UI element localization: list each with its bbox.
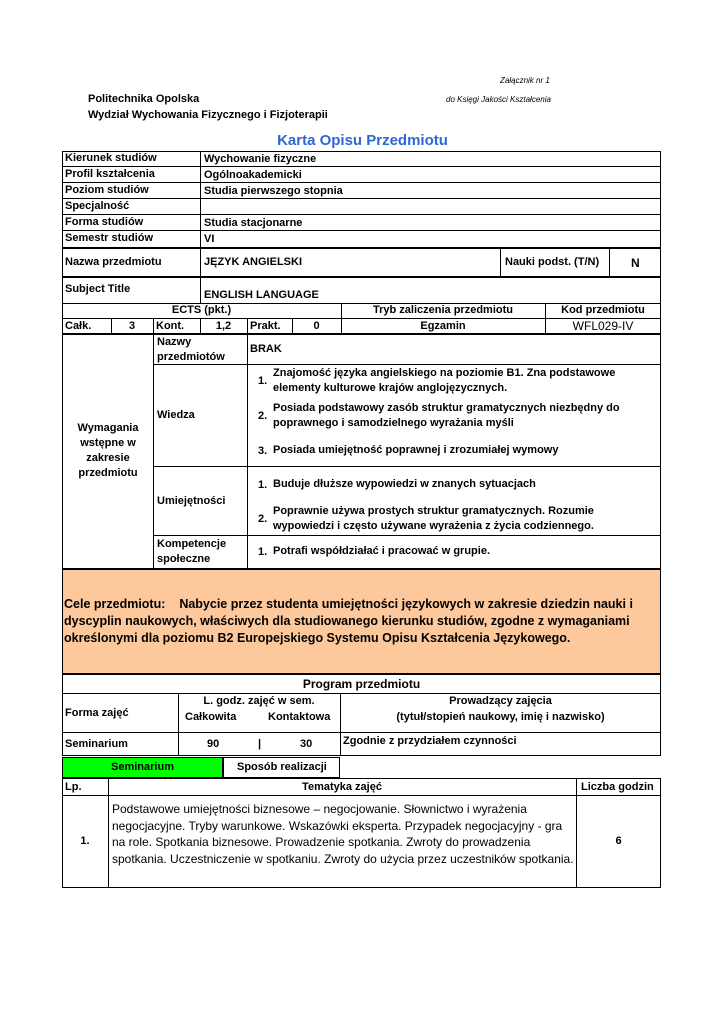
calkowita-header: Całkowita bbox=[185, 711, 237, 723]
kont-label: Kont. bbox=[156, 320, 185, 332]
annex-label: Załącznik nr 1 bbox=[500, 76, 550, 85]
wiedza-num-2: 2. bbox=[258, 410, 268, 422]
calk-label: Całk. bbox=[65, 320, 92, 332]
kod-value: WFL029-IV bbox=[572, 319, 634, 333]
wiedza-label: Wiedza bbox=[157, 409, 195, 421]
subject-title-row bbox=[62, 277, 661, 304]
wiedza-item-1: Znajomość języka angielskiego na poziomie B1. Zna podstawowe elementy kulturowe krajów anglojęzycznych. bbox=[273, 367, 616, 394]
lp-header: Lp. bbox=[65, 781, 82, 793]
program-title: Program przedmiotu bbox=[302, 677, 421, 691]
annex-sub: do Księgi Jakości Kształcenia bbox=[446, 95, 551, 104]
ects-header: ECTS (pkt.) bbox=[171, 304, 232, 316]
subject-name-value: JĘZYK ANGIELSKI bbox=[204, 256, 302, 268]
komp-label: Kompetencje społeczne bbox=[157, 538, 227, 565]
info-value-kierunek: Wychowanie fizyczne bbox=[204, 153, 317, 165]
wiedza-num-1: 1. bbox=[258, 375, 268, 387]
nazwy-value: BRAK bbox=[250, 343, 282, 355]
wiedza-item-2: Posiada podstawowy zasób struktur gramatycznych niezbędny do poprawnego i samodzielnego wyrażania myśli bbox=[273, 402, 620, 429]
nazwy-label: Nazwy przedmiotów bbox=[157, 336, 225, 363]
goals-text-block bbox=[64, 596, 658, 647]
umiej-label: Umiejętności bbox=[157, 495, 226, 507]
program-row-sep: | bbox=[258, 738, 262, 750]
subject-title-value: ENGLISH LANGUAGE bbox=[204, 289, 319, 301]
prow-header: Prowadzący zajęcia bbox=[449, 695, 552, 707]
umiej-item-1: Buduje dłuższe wypowiedzi w znanych sytuacjach bbox=[273, 478, 536, 490]
komp-item-1: Potrafi współdziałać i pracować w grupie. bbox=[273, 545, 490, 557]
topic-hours: 6 bbox=[615, 835, 622, 847]
info-label-semestr: Semestr studiów bbox=[65, 232, 154, 244]
prow-sub-header: (tytuł/stopień naukowy, imię i nazwisko) bbox=[396, 711, 605, 723]
forma-header: Forma zajęć bbox=[65, 707, 129, 719]
info-label-poziom: Poziom studiów bbox=[65, 184, 149, 196]
kod-header: Kod przedmiotu bbox=[561, 304, 645, 316]
kont-value: 1,2 bbox=[215, 320, 232, 332]
wiedza-item-3: Posiada umiejętność poprawnej i zrozumiałej wymowy bbox=[273, 444, 559, 456]
subject-title-label: Subject Title bbox=[65, 283, 131, 295]
sposob-label: Sposób realizacji bbox=[237, 761, 327, 773]
liczba-header: Liczba godzin bbox=[581, 781, 654, 793]
calk-value: 3 bbox=[128, 320, 136, 332]
nauki-value: N bbox=[631, 256, 640, 270]
wiedza-num-3: 3. bbox=[258, 445, 268, 457]
info-label-kierunek: Kierunek studiów bbox=[65, 152, 157, 164]
info-label-forma: Forma studiów bbox=[65, 216, 144, 228]
umiej-num-1: 1. bbox=[258, 479, 268, 491]
nauki-label: Nauki podst. (T/N) bbox=[505, 256, 600, 268]
page-title: Karta Opisu Przedmiotu bbox=[277, 132, 448, 149]
program-row-prow: Zgodnie z przydziałem czynności bbox=[343, 735, 517, 747]
info-value-poziom: Studia pierwszego stopnia bbox=[204, 185, 343, 197]
goals-text: Nabycie przez studenta umiejętności językowych w zakresie dziedzin nauki i dyscyplin naukowych, właściwych dla studiowanego kierunku studiów, zgodne z wymaganiami określonymi dla poziomu B2 Europejskiego Systemu Opisu Kształcenia Językowego. bbox=[64, 597, 633, 645]
tryb-value: Egzamin bbox=[420, 320, 466, 332]
info-label-profil: Profil kształcenia bbox=[65, 168, 155, 180]
tematyka-header: Tematyka zajęć bbox=[302, 781, 382, 793]
faculty-name: Wydział Wychowania Fizycznego i Fizjoterapii bbox=[88, 109, 328, 121]
requirements-label: Wymagania wstępne w zakresie przedmiotu bbox=[77, 422, 139, 479]
topic-lp: 1. bbox=[80, 835, 90, 847]
info-label-specjalnosc: Specjalność bbox=[65, 200, 130, 212]
info-value-profil: Ogólnoakademicki bbox=[204, 169, 302, 181]
realizacja-tab-label: Seminarium bbox=[111, 761, 174, 773]
program-row-calk: 90 bbox=[207, 738, 220, 750]
topic-text: Podstawowe umiejętności biznesowe – negocjowanie. Słownictwo i wyrażenia negocjacyjne. Tryby warunkowe. Wskazówki eksperta. Przypadek negocjacyjny - gra na role. Spotkania biznesowe. Prowadzenie spotkania. Zwroty do prowadzenia spotkania. Uczestniczenie w spotkaniu. Zwroty do użycia przez uczestników spotkania. bbox=[112, 802, 574, 866]
goals-label: Cele przedmiotu: bbox=[64, 597, 166, 611]
kontaktowa-header: Kontaktowa bbox=[268, 711, 331, 723]
umiej-num-2: 2. bbox=[258, 513, 268, 525]
prakt-value: 0 bbox=[313, 320, 320, 332]
info-value-forma: Studia stacjonarne bbox=[204, 217, 303, 229]
university-name: Politechnika Opolska bbox=[88, 93, 200, 105]
prakt-label: Prakt. bbox=[250, 320, 281, 332]
program-row-forma: Seminarium bbox=[65, 738, 128, 750]
program-row-kont: 30 bbox=[300, 738, 313, 750]
godz-header: L. godz. zajęć w sem. bbox=[203, 695, 315, 707]
subject-name-label: Nazwa przedmiotu bbox=[65, 256, 162, 268]
komp-num-1: 1. bbox=[258, 546, 268, 558]
tryb-header: Tryb zaliczenia przedmiotu bbox=[373, 304, 513, 316]
umiej-item-2: Poprawnie używa prostych struktur gramatycznych. Rozumie wypowiedzi i często używane wyrażenia z życia codziennego. bbox=[273, 505, 594, 532]
info-value-semestr: VI bbox=[204, 233, 215, 245]
